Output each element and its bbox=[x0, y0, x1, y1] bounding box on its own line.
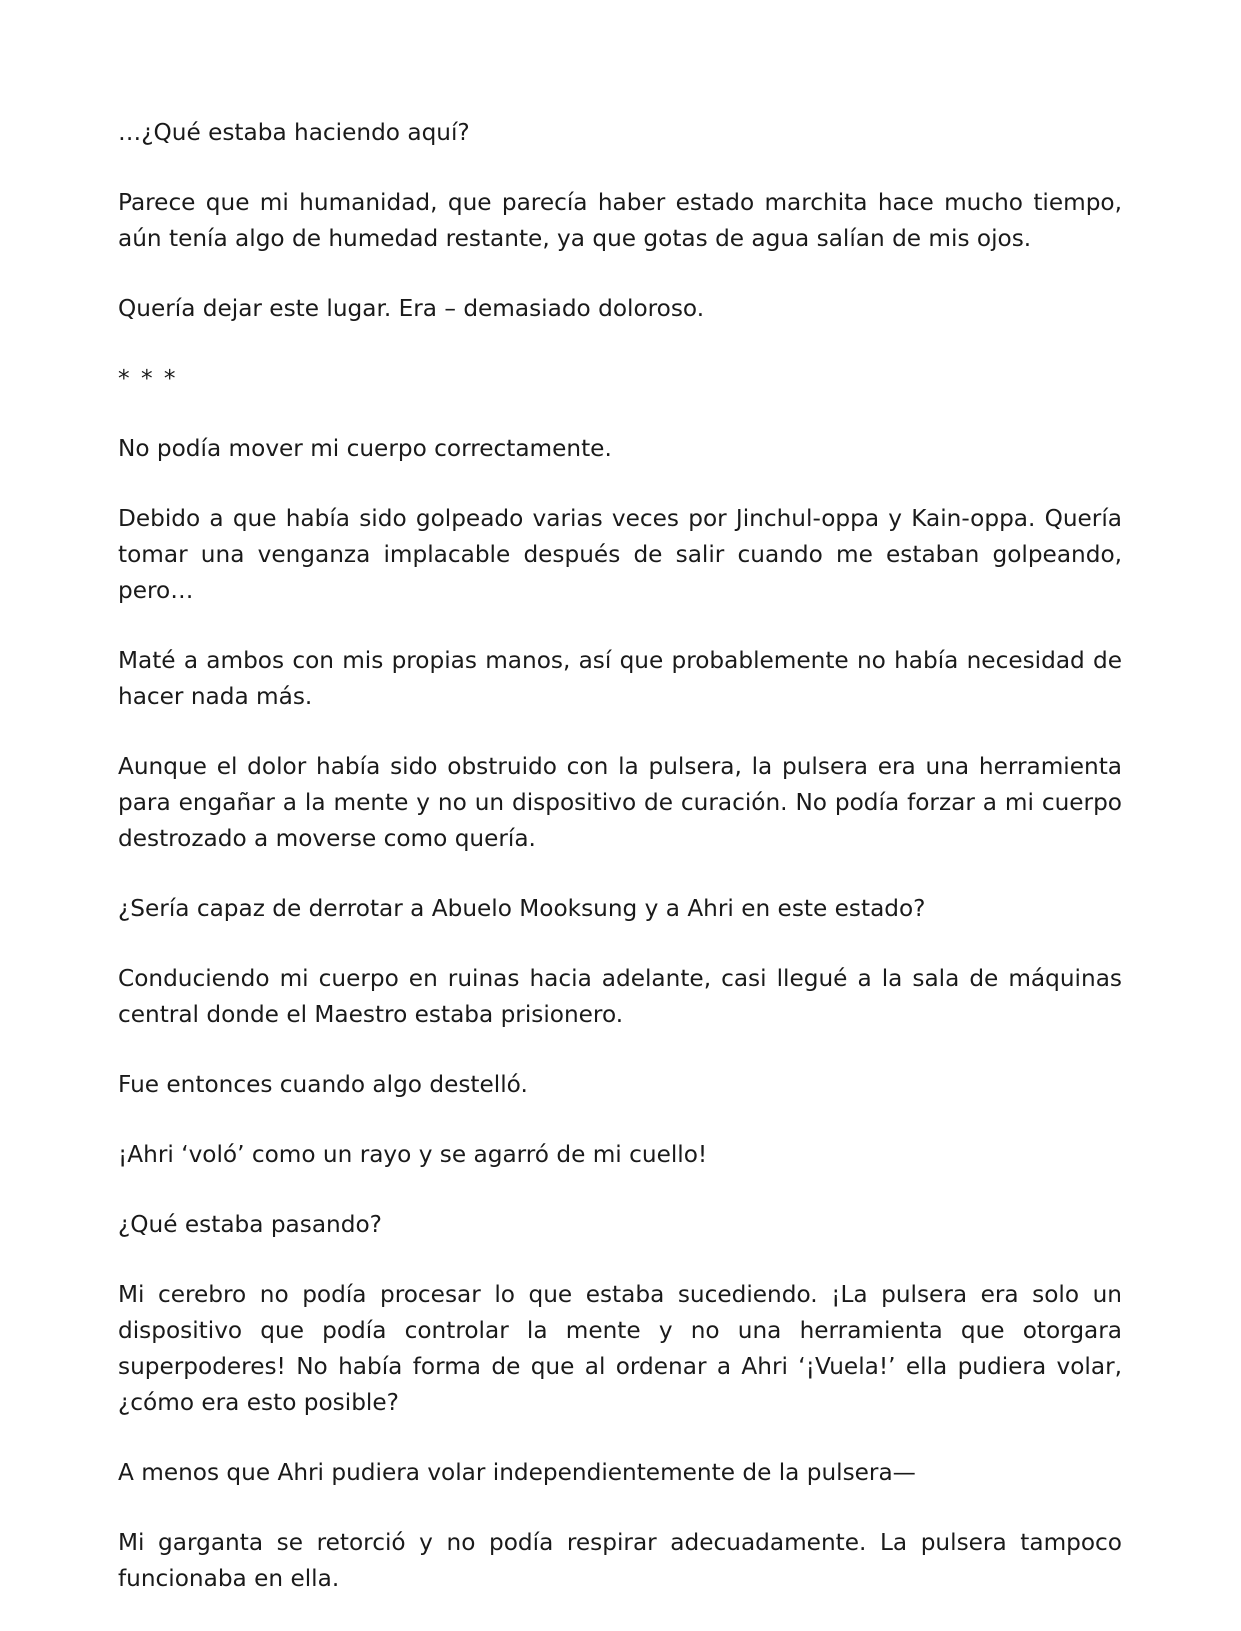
scene-separator: * * * bbox=[118, 365, 178, 392]
paragraph: …¿Qué estaba haciendo aquí? bbox=[118, 119, 470, 146]
paragraph: ¿Sería capaz de derrotar a Abuelo Mooksung y a Ahri en este estado? bbox=[118, 895, 926, 922]
paragraph: Fue entonces cuando algo destelló. bbox=[118, 1071, 528, 1098]
document-body bbox=[118, 115, 1122, 1631]
paragraph: No podía mover mi cuerpo correctamente. bbox=[118, 435, 612, 462]
paragraph: ¡Ahri ‘voló’ como un rayo y se agarró de mi cuello! bbox=[118, 1141, 708, 1168]
paragraph: Mi cerebro no podía procesar lo que estaba sucediendo. ¡La pulsera era solo un dispositivo que podía controlar la mente y no una herramienta que otorgara superpoderes! No había forma de que al ordenar a Ahri ‘¡Vuela!’ ella pudiera volar, ¿cómo era esto posible? bbox=[118, 1281, 1122, 1416]
paragraph: Conduciendo mi cuerpo en ruinas hacia adelante, casi llegué a la sala de máquinas central donde el Maestro estaba prisionero. bbox=[118, 965, 1122, 1028]
paragraph: Mi garganta se retorció y no podía respirar adecuadamente. La pulsera tampoco funcionaba en ella. bbox=[118, 1529, 1122, 1592]
paragraph: Parece que mi humanidad, que parecía haber estado marchita hace mucho tiempo, aún tenía algo de humedad restante, ya que gotas de agua salían de mis ojos. bbox=[118, 189, 1122, 252]
paragraph: Maté a ambos con mis propias manos, así que probablemente no había necesidad de hacer nada más. bbox=[118, 647, 1122, 710]
paragraph: A menos que Ahri pudiera volar independientemente de la pulsera— bbox=[118, 1459, 916, 1486]
paragraph: Debido a que había sido golpeado varias veces por Jinchul-oppa y Kain-oppa. Quería tomar una venganza implacable después de salir cuando me estaban golpeando, pero… bbox=[118, 505, 1122, 604]
paragraph: Aunque el dolor había sido obstruido con la pulsera, la pulsera era una herramienta para engañar a la mente y no un dispositivo de curación. No podía forzar a mi cuerpo destrozado a moverse como quería. bbox=[118, 753, 1122, 852]
paragraph: ¿Qué estaba pasando? bbox=[118, 1211, 382, 1238]
paragraph: Quería dejar este lugar. Era – demasiado doloroso. bbox=[118, 295, 705, 322]
